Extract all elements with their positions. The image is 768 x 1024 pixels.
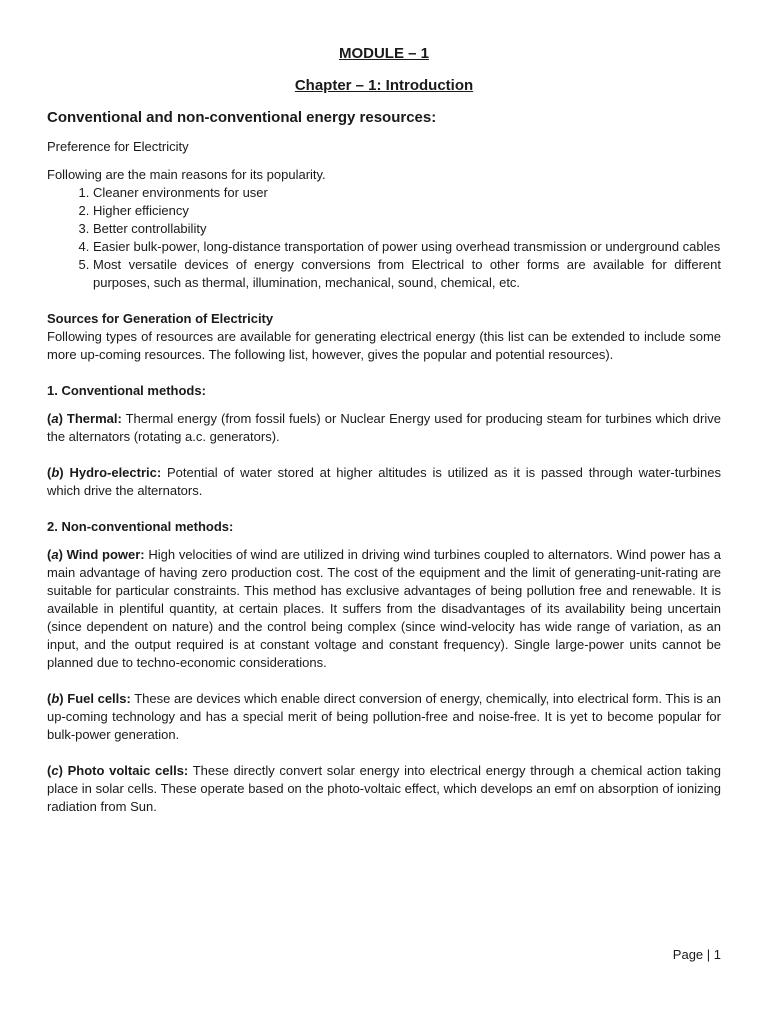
sources-text: Following types of resources are available for generating electrical energy (this list can be extended to include some more up-coming resources. The following list, however, gives the popular and potential resources).: [47, 329, 721, 362]
hydro-paragraph: (b) Hydro-electric: Potential of water stored at higher altitudes is utilized as it is passed through water-turbines which drive the alternators.: [47, 465, 721, 498]
non-conventional-heading: 2. Non-conventional methods:: [47, 519, 234, 534]
thermal-paragraph: (a) Thermal: Thermal energy (from fossil fuels) or Nuclear Energy used for producing steam for turbines which drive the alternators (rotating a.c. generators).: [47, 411, 721, 444]
list-item: 5. Most versatile devices of energy conversions from Electrical to other forms are available for different purposes, such as thermal, illumination, mechanical, sound, chemical, etc.: [93, 256, 721, 292]
conventional-heading: 1. Conventional methods:: [47, 383, 206, 398]
wind-paragraph: (a) Wind power: High velocities of wind are utilized in driving wind turbines coupled to alternators. Wind power has a main advantage of having zero production cost. The cost of the equipment and the limit of generating-unit-rating are suitable for particular constraints. This method has exclusive advantages of being pollution free and renewable. It is available in plentiful quantity, at certain places. It suffers from the disadvantages of its availability being uncertain (since dependent on nature) and the control being complex (since wind-velocity has wide range of variation, as an input, and the output required is at constant voltage and constant frequency). Single large-power units cannot be planned due to techno-economic considerations.: [47, 547, 722, 670]
preference-line: Preference for Electricity: [47, 139, 189, 154]
list-item: 1. Cleaner environments for user: [93, 184, 721, 202]
hydro-label: (b) Hydro-electric:: [47, 465, 162, 480]
thermal-label: (a) Thermal:: [47, 411, 122, 426]
list-item: 2. Higher efficiency: [93, 202, 721, 220]
fuel-paragraph: (b) Fuel cells: These are devices which enable direct conversion of energy, chemically, into electrical form. This is an up-coming technology and has a special merit of being pollution-free and noise-free. It is yet to become popular for bulk-power generation.: [47, 691, 722, 742]
document-page: [47, 44, 721, 816]
list-item: 4. Easier bulk-power, long-distance transportation of power using overhead transmission or underground cables: [93, 238, 721, 256]
list-item: 3. Better controllability: [93, 220, 721, 238]
sources-heading: Sources for Generation of Electricity: [47, 311, 274, 326]
reasons-intro: Following are the main reasons for its popularity.: [47, 167, 326, 182]
module-title: MODULE – 1: [338, 45, 429, 62]
page-number: Page | 1: [672, 947, 721, 962]
reasons-list: [47, 184, 721, 292]
fuel-label: (b) Fuel cells:: [47, 691, 131, 706]
pv-paragraph: (c) Photo voltaic cells: These directly convert solar energy into electrical energy through a chemical action taking place in solar cells. These operate based on the photo-voltaic effect, which develops an emf on absorption of ionizing radiation from Sun.: [47, 763, 721, 814]
section-heading: Conventional and non-conventional energy resources:: [47, 109, 437, 126]
chapter-title: Chapter – 1: Introduction: [294, 77, 474, 94]
pv-label: (c) Photo voltaic cells:: [47, 763, 189, 778]
wind-label: (a) Wind power:: [47, 547, 145, 562]
